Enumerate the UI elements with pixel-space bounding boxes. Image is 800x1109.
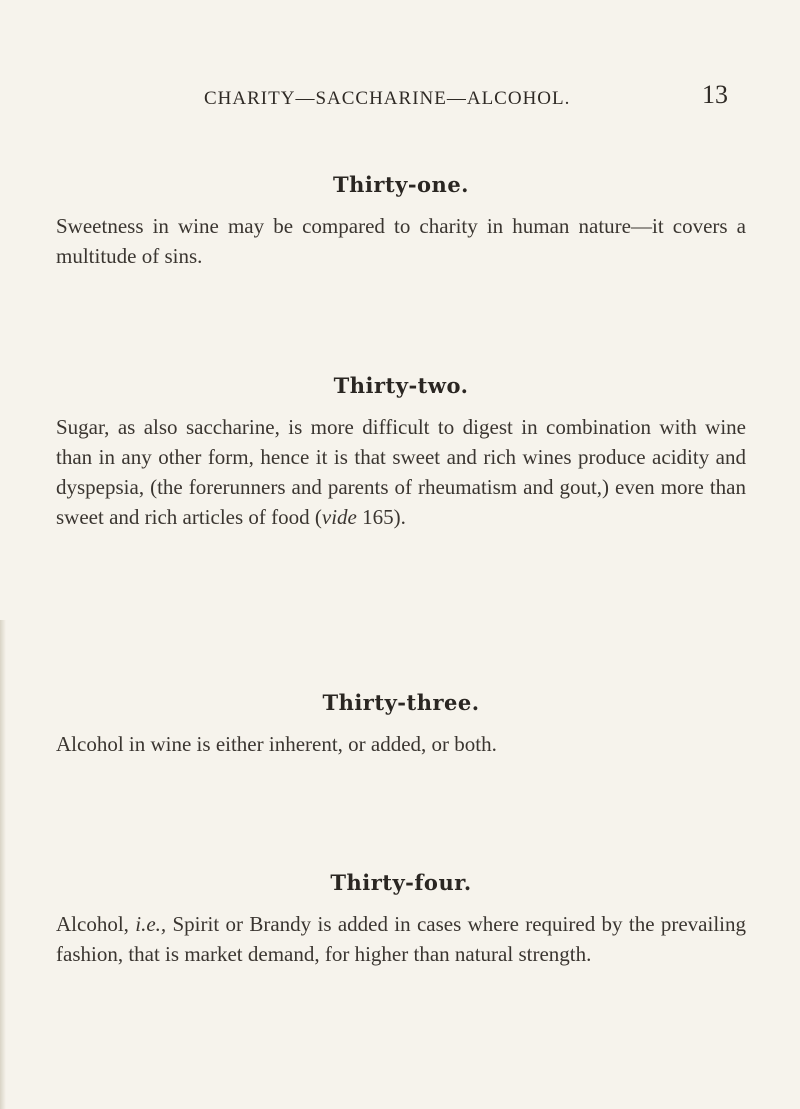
section-thirty-four — [56, 870, 746, 969]
section-heading: Thirty-three. — [322, 690, 480, 715]
paragraph-italic: vide — [321, 505, 357, 529]
section-thirty-two — [56, 373, 746, 532]
paragraph-text: Spirit or Brandy is added in cases where required by the prevailing fashion, that is market demand, for higher than natural strength. — [56, 912, 747, 966]
running-header — [0, 80, 800, 116]
section-heading: Thirty-four. — [330, 870, 472, 895]
section-paragraph: Alcohol in wine is either inherent, or added, or both. — [56, 732, 497, 756]
paragraph-text: Sugar, as also saccharine, is more difficult to digest in combination with wine than in any other form, hence it is that sweet and rich wines produce acidity and dyspepsia, (the forerunners and parents of rheumatism and gout,) even more than sweet and rich articles of food ( — [56, 415, 746, 529]
paragraph-text: Alcohol, — [56, 912, 136, 936]
section-paragraph: Sweetness in wine may be compared to charity in human nature—it covers a multitude of sins. — [56, 214, 746, 268]
section-heading: Thirty-one. — [332, 172, 469, 197]
section-thirty-three — [56, 690, 746, 759]
paragraph-text: 165). — [356, 505, 406, 529]
page-number: 13 — [702, 80, 728, 109]
section-paragraph — [56, 412, 746, 532]
paragraph-italic: i.e., — [135, 912, 167, 936]
section-heading: Thirty-two. — [333, 373, 469, 398]
running-title: CHARITY—SACCHARINE—ALCOHOL. — [204, 88, 571, 109]
section-paragraph — [56, 909, 746, 969]
page-binding-edge — [0, 620, 6, 1109]
section-thirty-one — [56, 172, 746, 271]
